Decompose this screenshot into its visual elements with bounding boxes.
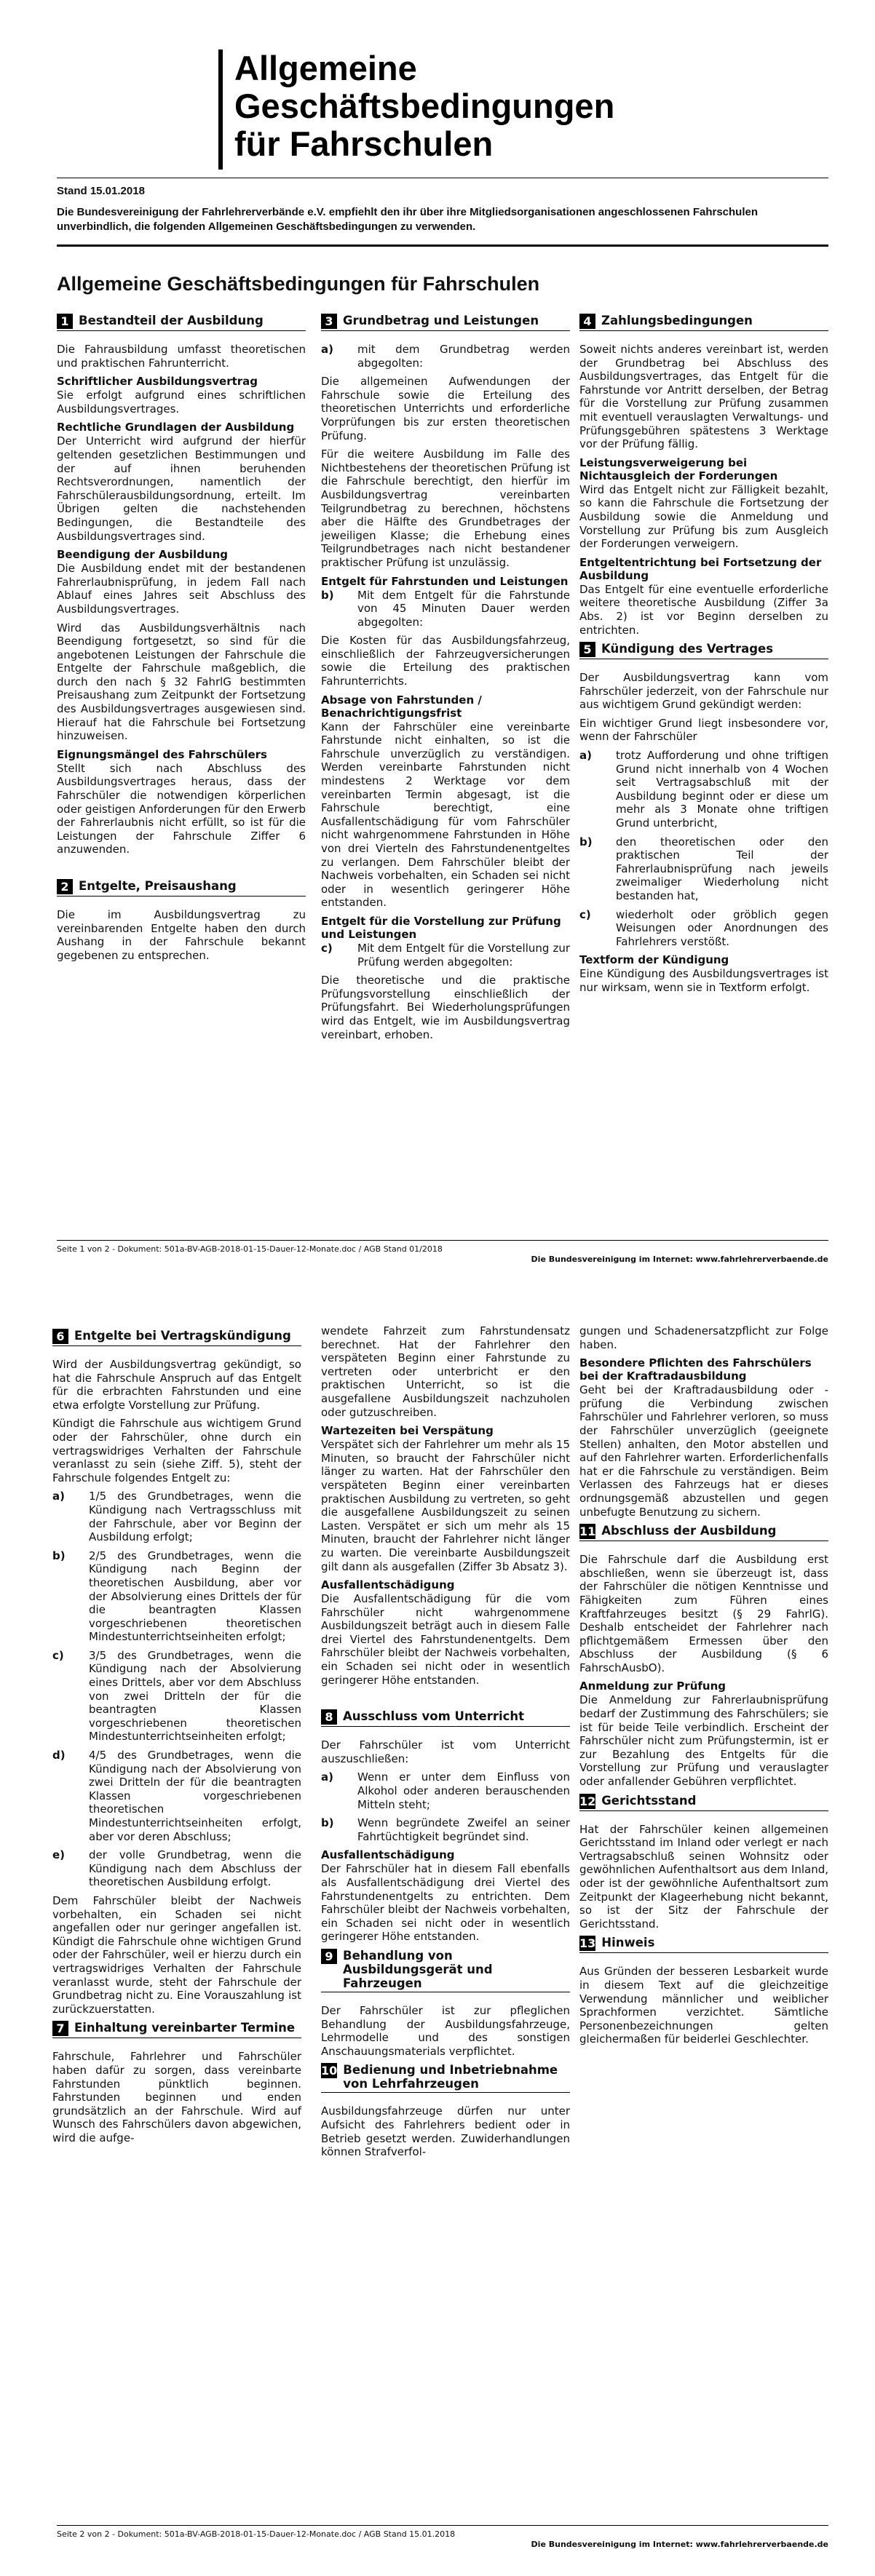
paragraph: Die Ausfallentschädigung für die vom Fahrschüler nicht wahrgenommene Ausbildungszeit beträgt auch in diesem Falle drei Viertel des Fahrstundenentgelts. Dem Fahrschüler bleibt der Nachweis vorbehalten, ein Schaden sei nicht oder in wesentlich geringerer Höhe entstanden. xyxy=(321,1592,570,1687)
list-item-text: 1/5 des Grundbetrages, wenn die Kündigung nach Vertragsschluss mit der Fahrschule, aber vor Beginn der Ausbildung erfolgt; xyxy=(89,1490,301,1544)
section-number: 13 xyxy=(579,1936,596,1951)
paragraph: Der Unterricht wird aufgrund der hierfür geltenden gesetzlichen Bestimmungen und der auf ihnen beruhenden Rechtsverordnungen, namentlich der Fahrschülerausbildungsordnung, erteilt. Im Übrigen gelten die nachstehenden Bedingungen, die Bestandteile des Ausbildungsvertrages sind. xyxy=(57,434,306,543)
list-item-text: mit dem Grundbetrag werden abgegolten: xyxy=(357,343,570,370)
list-item-text: Mit dem Entgelt für die Vorstellung zur Prüfung werden abgegolten: xyxy=(357,941,570,969)
section-number: 9 xyxy=(321,1949,337,1964)
section-title: Einhaltung vereinbarter Termine xyxy=(74,2021,296,2035)
paragraph: Der Fahrschüler ist zur pfleglichen Behandlung der Ausbildungsfahrzeuge, Lehrmodelle und des sonstigen Anschauungsmaterials verpflichtet. xyxy=(321,2003,570,2058)
section-heading xyxy=(321,314,570,331)
subheading: Entgeltentrichtung bei Fortsetzung der Ausbildung xyxy=(579,555,822,582)
section-title: Grundbetrag und Leistungen xyxy=(343,314,539,327)
list-item-text: 4/5 des Grundbetrages, wenn die Kündigung nach der Absolvierung von zwei Dritteln der für die beantragten Klassen vorgeschriebenen theoretischen Mindestunterrichtseinheiten erfolgt, aber vor deren Abschluss; xyxy=(89,1749,301,1843)
list-item xyxy=(579,835,828,903)
list-item-label: c) xyxy=(52,1648,64,1662)
list-item-label: b) xyxy=(321,1816,334,1830)
title-line-3: für Fahrschulen xyxy=(234,124,494,163)
section-number: 2 xyxy=(57,879,73,894)
page-1 xyxy=(0,0,875,1281)
section-heading xyxy=(579,314,828,331)
section-title: Kündigung des Vertrages xyxy=(601,642,774,656)
page1-column-1 xyxy=(57,309,306,967)
list-item xyxy=(321,1770,570,1811)
subheading: Schriftlicher Ausbildungsvertrag xyxy=(57,375,258,389)
section-number: 8 xyxy=(321,1709,337,1725)
section-number: 10 xyxy=(321,2064,338,2078)
list-item xyxy=(321,1816,570,1843)
page2-column-1 xyxy=(52,1324,301,2150)
subheading: Entgelt für Fahrstunden und Leistungen xyxy=(321,574,569,588)
paragraph: Stellt sich nach Abschluss des Ausbildungsvertrages heraus, dass der Fahrschüler die notwendigen körperlichen oder geistigen Anforderungen für den Erwerb der Fahrerlaubnis nicht erfüllt, so ist für die Leistungen der Fahrschule Ziffer 6 anzuwenden. xyxy=(57,761,306,856)
paragraph: Dem Fahrschüler bleibt der Nachweis vorbehalten, ein Schaden sei nicht angefallen oder nur geringer angefallen ist. Kündigt die Fahrschule ohne wichtigen Grund oder der Fahrschüler, weil er hierzu durch ein vertragswidriges Verhalten der Fahrschule veranlasst wurde, steht der Fahrschule der Grundbetrag nicht zu. Eine Vorauszahlung ist zurückzuerstatten. xyxy=(52,1893,301,2016)
paragraph: Wird das Entgelt nicht zur Fälligkeit bezahlt, so kann die Fahrschule die Fortsetzung der Ausbildung sowie die Anmeldung und Vorstellung zur Prüfung bis zum Ausgleich der Forderungen verweigern. xyxy=(579,482,828,551)
list-item-label: c) xyxy=(579,907,591,921)
paragraph: Die allgemeinen Aufwendungen der Fahrschule sowie die Erteilung des theoretischen Unterrichts und erforderliche Vorprüfungen bis zur ersten theoretischen Prüfung. xyxy=(321,375,570,442)
page-2 xyxy=(0,1295,875,2576)
page2-column-3 xyxy=(579,1324,828,2051)
paragraph: Der Fahrschüler ist vom Unterricht auszuschließen: xyxy=(321,1738,570,1765)
spacer xyxy=(57,862,306,875)
section-title: Bestandteil der Ausbildung xyxy=(79,314,264,327)
section-number: 1 xyxy=(57,314,73,329)
paragraph: Eine Kündigung des Ausbildungsvertrages ist nur wirksam, wenn sie in Textform erfolgt. xyxy=(579,967,828,994)
list-item-label: e) xyxy=(52,1848,66,1862)
list-item xyxy=(52,1649,301,1744)
section-heading xyxy=(579,1794,828,1811)
section-heading xyxy=(52,2021,301,2038)
list-item-label: a) xyxy=(52,1490,65,1503)
subheading: Beendigung der Ausbildung xyxy=(57,548,228,562)
list-item xyxy=(579,749,828,830)
section-title: Ausschluss vom Unterricht xyxy=(343,1709,525,1724)
subheading: Eignungsmängel des Fahrschülers xyxy=(57,747,267,761)
stand-date: Stand 15.01.2018 xyxy=(57,185,145,197)
subheading: Anmeldung zur Prüfung xyxy=(579,1679,726,1693)
paragraph: Fahrschule, Fahrlehrer und Fahrschüler haben dafür zu sorgen, dass vereinbarte Fahrstunden pünktlich beginnen. Fahrstunden beginnen und enden grundsätzlich an der Fahrschule. Wird auf Wunsch des Fahrschülers davon abgewichen, wird die aufge- xyxy=(52,2050,301,2144)
subheading: Textform der Kündigung xyxy=(579,953,729,967)
section-heading xyxy=(579,1936,828,1953)
paragraph: Die Kosten für das Ausbildungsfahrzeug, einschließlich der Fahrzeugversicherungen sowie die Erteilung des praktischen Fahrunterrichts. xyxy=(321,634,570,688)
section-number: 12 xyxy=(579,1794,596,1808)
section-title: Entgelte, Preisaushang xyxy=(79,879,237,893)
title-block xyxy=(218,49,788,170)
paragraph: Die Ausbildung endet mit der bestandenen Fahrerlaubnisprüfung, in jedem Fall nach Ablauf eines Jahres seit Abschluss des Ausbildungsvertrages. xyxy=(57,562,306,616)
paragraph: Ausbildungsfahrzeuge dürfen nur unter Aufsicht des Fahrlehrers bedient oder in Betrieb gesetzt werden. Zuwiderhandlungen können Strafverfol- xyxy=(321,2104,570,2159)
list-item-label: b) xyxy=(52,1549,66,1562)
title-line-2: Geschäftsbedingungen xyxy=(234,87,615,125)
intro-text: Die Bundesvereinigung der Fahrlehrerverbände e.V. empfiehlt den ihr über ihre Mitgliedsorganisationen angeschlossenen Fahrschulen unverbindlich, die folgenden Allgemeinen Geschäftsbedingungen zu verwenden. xyxy=(57,206,759,233)
section-heading xyxy=(321,1949,570,1992)
list-item-label: a) xyxy=(321,1770,333,1784)
section-heading xyxy=(57,314,306,331)
section-number: 7 xyxy=(52,2021,68,2036)
paragraph: wendete Fahrzeit zum Fahrstundensatz berechnet. Hat der Fahrlehrer den verspäteten Beginn einer Fahrstunde zu vertreten oder unterbricht er den praktischen Unterricht, so ist die ausgefallene Ausbildungszeit nachzuholen oder gutzuschreiben. xyxy=(321,1324,570,1419)
list-item-label: a) xyxy=(579,749,592,763)
page1-column-2 xyxy=(321,309,570,1046)
section-number: 5 xyxy=(579,642,595,657)
paragraph: Wird das Ausbildungsverhältnis nach Beendigung fortgesetzt, so sind für die angebotenen Leistungen der Fahrschule die Entgelte der Fahrschule maßgeblich, die durch den nach § 32 FahrlG bestimmten Preisaushang zum Zeitpunkt der Fortsetzung des Ausbildungsvertrages ausgewiesen sind. Hierauf hat die Fahrschule bei Fortsetzung hinzuweisen. xyxy=(57,621,306,743)
footer-rule-2 xyxy=(57,2525,828,2526)
section-heading xyxy=(321,2063,570,2093)
document-title xyxy=(234,49,788,163)
section-number: 4 xyxy=(579,314,595,329)
list-item-text: Wenn begründete Zweifel an seiner Fahrtüchtigkeit begründet sind. xyxy=(357,1816,570,1843)
section-number: 11 xyxy=(579,1524,596,1539)
list-item-text: 2/5 des Grundbetrages, wenn die Kündigung nach Beginn der theoretischen Ausbildung, aber vor der Absolvierung eines Drittels der für die beantragten Klassen vorgeschriebenen theoretischen Mindestunterrichtseinheiten erfolgt; xyxy=(89,1549,301,1644)
paragraph: Für die weitere Ausbildung im Falle des Nichtbestehens der theoretischen Prüfung ist die Fahrschule berechtigt, den hierfür im Ausbildungsvertrag vereinbarten Teilgrundbetrag zu berechnen, höchstens aber die Hälfte des Grundbetrages der jeweiligen Klasse; die Erhebung eines Teilgrundbetrages nach nicht bestandener praktischer Prüfung ist unzulässig. xyxy=(321,448,570,569)
section-title: Behandlung von Ausbildungsgerät und Fahrzeugen xyxy=(343,1948,493,1990)
section-heading xyxy=(321,1709,570,1727)
list-item xyxy=(579,908,828,949)
section-number: 3 xyxy=(321,314,337,329)
paragraph: Die theoretische und die praktische Prüfungsvorstellung einschließlich der Prüfungsfahrt. Bei Wiederholungsprüfungen wird das Entgelt, wie im Ausbildungsvertrag vereinbart, erhoben. xyxy=(321,974,570,1041)
list-item-text: den theoretischen oder den praktischen Teil der Fahrerlaubnisprüfung nach jeweils zweimaliger Wiederholung nicht bestanden hat, xyxy=(616,835,828,902)
subheading: Rechtliche Grundlagen der Ausbildung xyxy=(57,421,295,434)
paragraph: Geht bei der Kraftradausbildung oder -prüfung die Verbindung zwischen Fahrschüler und Fahrlehrer verloren, so muss der Fahrschüler unverzüglich (geeignete Stellen) anhalten, den Motor abstellen und auf den Fahrlehrer warten. Erforderlichenfalls hat er die Fahrschule zu verständigen. Beim Verlassen des Fahrzeugs hat er dieses ordnungsgemäß abzustellen und gegen unbefugte Benutzung zu sichern. xyxy=(579,1383,828,1519)
paragraph: Die im Ausbildungsvertrag zu vereinbarenden Entgelte haben den durch Aushang in der Fahrschule bekannt gegebenen zu entsprechen. xyxy=(57,908,306,962)
subheading: Entgelt für die Vorstellung zur Prüfung und Leistungen xyxy=(321,914,561,941)
paragraph: Wird der Ausbildungsvertrag gekündigt, so hat die Fahrschule Anspruch auf das Entgelt für die erbrachten Fahrstunden und eine etwa erfolgte Vorstellung zur Prüfung. xyxy=(52,1358,301,1412)
list-item-text: Wenn er unter dem Einfluss von Alkohol oder anderen berauschenden Mitteln steht; xyxy=(357,1770,570,1811)
section-number: 6 xyxy=(52,1329,68,1344)
section-title: Zahlungsbedingungen xyxy=(601,314,753,327)
list-item-text: trotz Aufforderung und ohne triftigen Grund nicht innerhalb von 4 Wochen seit Vertragsabschluß mit der Ausbildung beginnt oder er diese um mehr als 3 Monate ohne triftigen Grund unterbricht, xyxy=(616,749,828,830)
paragraph: Das Entgelt für eine eventuelle erforderliche weitere theoretische Ausbildung (Ziffer 3a Abs. 2) ist vor Beginn derselben zu entrichten. xyxy=(579,582,828,637)
list-item-text: der volle Grundbetrag, wenn die Kündigung nach dem Abschluss der theoretischen Ausbildung erfolgt. xyxy=(89,1848,301,1889)
footer-right-1: Die Bundesvereinigung im Internet: www.fahrlehrerverbaende.de xyxy=(531,1255,828,1264)
page2-column-2 xyxy=(321,1324,570,2164)
paragraph: Kündigt die Fahrschule aus wichtigem Grund oder der Fahrschüler, ohne durch ein vertragswidriges Verhalten der Fahrschule veranlasst zu sein (siehe Ziff. 5), steht der Fahrschule folgendes Entgelt zu: xyxy=(52,1417,301,1484)
page1-column-3 xyxy=(579,309,828,1000)
paragraph: Soweit nichts anderes vereinbart ist, werden der Grundbetrag bei Abschluss des Ausbildungsvertrages, das Entgelt für die Fahrstunde vor Antritt derselben, der Betrag für die Vorstellung zur Prüfung zusammen mit eventuell verauslagten Verwaltungs- und Prüfungsgebühren spätestens 3 Werktage vor der Prüfung fällig. xyxy=(579,343,828,451)
subheading: Ausfallentschädigung xyxy=(321,1848,455,1862)
list-item xyxy=(321,343,570,370)
list-item-text: wiederholt oder gröblich gegen Weisungen oder Anordnungen des Fahrlehrers verstößt. xyxy=(616,907,828,948)
list-item-label: c) xyxy=(321,941,333,955)
footer-left-1: Seite 1 von 2 - Dokument: 501a-BV-AGB-2018-01-15-Dauer-12-Monate.doc / AGB Stand 01/2018 xyxy=(57,1244,443,1254)
paragraph: Verspätet sich der Fahrlehrer um mehr als 15 Minuten, so braucht der Fahrschüler nicht länger zu warten. Hat der Fahrschüler den verspäteten Beginn einer vereinbarten praktischen Ausbildung zu vertreten, so geht die ausgefallene Ausbildungszeit zu seinen Lasten. Verspätet er sich um mehr als 15 Minuten, braucht der Fahrlehrer nicht länger zu warten. Die vereinbarte Ausbildungszeit gilt dann als ausgefallen (Ziffer 3b Absatz 3). xyxy=(321,1438,570,1573)
footer-right-2: Die Bundesvereinigung im Internet: www.fahrlehrerverbaende.de xyxy=(531,2540,828,2549)
list-item xyxy=(52,1848,301,1889)
paragraph: Die Fahrausbildung umfasst theoretischen und praktischen Fahrunterricht. xyxy=(57,343,306,370)
intro-rule xyxy=(57,245,828,247)
section-heading xyxy=(52,1329,301,1346)
section-heading xyxy=(579,1524,828,1541)
paragraph: Die Anmeldung zur Fahrerlaubnisprüfung bedarf der Zustimmung des Fahrschülers; sie ist für beide Teile verbindlich. Erscheint der Fahrschüler nicht zum Prüfungstermin, ist er zur Bezahlung des Entgelts für die Vorstellung zur Prüfung und verauslagter oder anfallender Gebühren verpflichtet. xyxy=(579,1693,828,1789)
list-item-label: d) xyxy=(52,1749,66,1762)
list-item xyxy=(52,1549,301,1644)
main-heading: Allgemeine Geschäftsbedingungen für Fahrschulen xyxy=(57,273,540,295)
paragraph: Sie erfolgt aufgrund eines schriftlichen Ausbildungsvertrages. xyxy=(57,389,306,416)
list-item-text: 3/5 des Grundbetrages, wenn die Kündigung nach der Absolvierung eines Drittels, aber vor dem Abschluss von zwei Dritteln der für die beantragten Klassen vorgeschriebenen theoretischen Mindestunterrichtseinheiten erfolgt; xyxy=(89,1648,301,1744)
list-item-text: Mit dem Entgelt für die Fahrstunde von 45 Minuten Dauer werden abgegolten: xyxy=(357,588,570,629)
section-title: Gerichtsstand xyxy=(601,1793,697,1808)
section-title: Bedienung und Inbetriebnahme von Lehrfahrzeugen xyxy=(343,2063,558,2091)
paragraph: Der Ausbildungsvertrag kann vom Fahrschüler jederzeit, von der Fahrschule nur aus wichtigem Grund gekündigt werden: xyxy=(579,671,828,712)
paragraph: Der Fahrschüler hat in diesem Fall ebenfalls als Ausfallentschädigung drei Viertel des Fahrstundenentgelts zu entrichten. Dem Fahrschüler bleibt der Nachweis vorbehalten, ein Schaden sei nicht oder in wesentlich geringerer Höhe entstanden. xyxy=(321,1862,570,1944)
section-title: Hinweis xyxy=(601,1936,655,1950)
list-item-label: b) xyxy=(579,835,593,848)
list-item-label: a) xyxy=(321,343,333,356)
list-item xyxy=(52,1749,301,1843)
subheading: Leistungsverweigerung bei Nichtausgleich der Forderungen xyxy=(579,456,778,482)
footer-left-2: Seite 2 von 2 - Dokument: 501a-BV-AGB-2018-01-15-Dauer-12-Monate.doc / AGB Stand 15.01.2018 xyxy=(57,2529,456,2539)
subheading: Ausfallentschädigung xyxy=(321,1578,455,1592)
list-item xyxy=(52,1490,301,1543)
paragraph: Aus Gründen der besseren Lesbarkeit wurde in diesem Text auf die gleichzeitige Verwendung männlicher und weiblicher Sprachformen verzichtet. Sämtliche Personenbezeichnungen gelten gleichermaßen für beiderlei Geschlechter. xyxy=(579,1965,828,2046)
section-title: Abschluss der Ausbildung xyxy=(601,1524,777,1538)
paragraph: Hat der Fahrschüler keinen allgemeinen Gerichtsstand im Inland oder verlegt er nach Vertragsabschluß seinen Wohnsitz oder gewöhnlichen Aufenthaltsort aus dem Inland, oder ist der gewöhnliche Aufenthaltsort zum Zeitpunkt der Klageerhebung nicht bekannt, so ist der Sitz der Fahrschule der Gerichtsstand. xyxy=(579,1822,828,1931)
list-item-label: b) xyxy=(321,588,334,602)
list-item xyxy=(321,589,570,629)
subheading: Wartezeiten bei Verspätung xyxy=(321,1424,494,1438)
spacer xyxy=(321,1692,570,1705)
subheading: Absage von Fahrstunden / Benachrichtigungsfrist xyxy=(321,693,482,720)
subheading: Besondere Pflichten des Fahrschülers bei der Kraftradausbildung xyxy=(579,1356,812,1383)
section-heading xyxy=(57,879,306,897)
paragraph: Ein wichtiger Grund liegt insbesondere vor, wenn der Fahrschüler xyxy=(579,716,828,744)
section-heading xyxy=(579,642,828,659)
list-item xyxy=(321,942,570,969)
paragraph: Die Fahrschule darf die Ausbildung erst abschließen, wenn sie überzeugt ist, dass der Fahrschüler die nötigen Kenntnisse und Fähigkeiten zum Führen eines Kraftfahrzeuges besitzt (§ 29 FahrlG). Deshalb entscheidet der Fahrlehrer nach pflichtgemäßem Ermessen über den Abschluss der Ausbildung (§ 6 FahrschAusbO). xyxy=(579,1553,828,1674)
paragraph: Kann der Fahrschüler eine vereinbarte Fahrstunde nicht einhalten, so ist die Fahrschule unverzüglich zu verständigen. Werden vereinbarte Fahrstunden nicht mindestens 2 Werktage vor dem vereinbarten Termin abgesagt, ist die Fahrschule berechtigt, eine Ausfallentschädigung für vom Fahrschüler nicht wahrgenommene Fahrstunden in Höhe von drei Vierteln des Fahrstundenentgeltes zu verlangen. Dem Fahrschüler bleibt der Nachweis vorbehalten, ein Schaden sei nicht oder in wesentlich geringerer Höhe entstanden. xyxy=(321,720,570,910)
section-title: Entgelte bei Vertragskündigung xyxy=(74,1329,291,1343)
footer-rule-1 xyxy=(57,1240,828,1241)
title-line-1: Allgemeine xyxy=(234,49,417,87)
paragraph: gungen und Schadenersatzpflicht zur Folge haben. xyxy=(579,1324,828,1351)
